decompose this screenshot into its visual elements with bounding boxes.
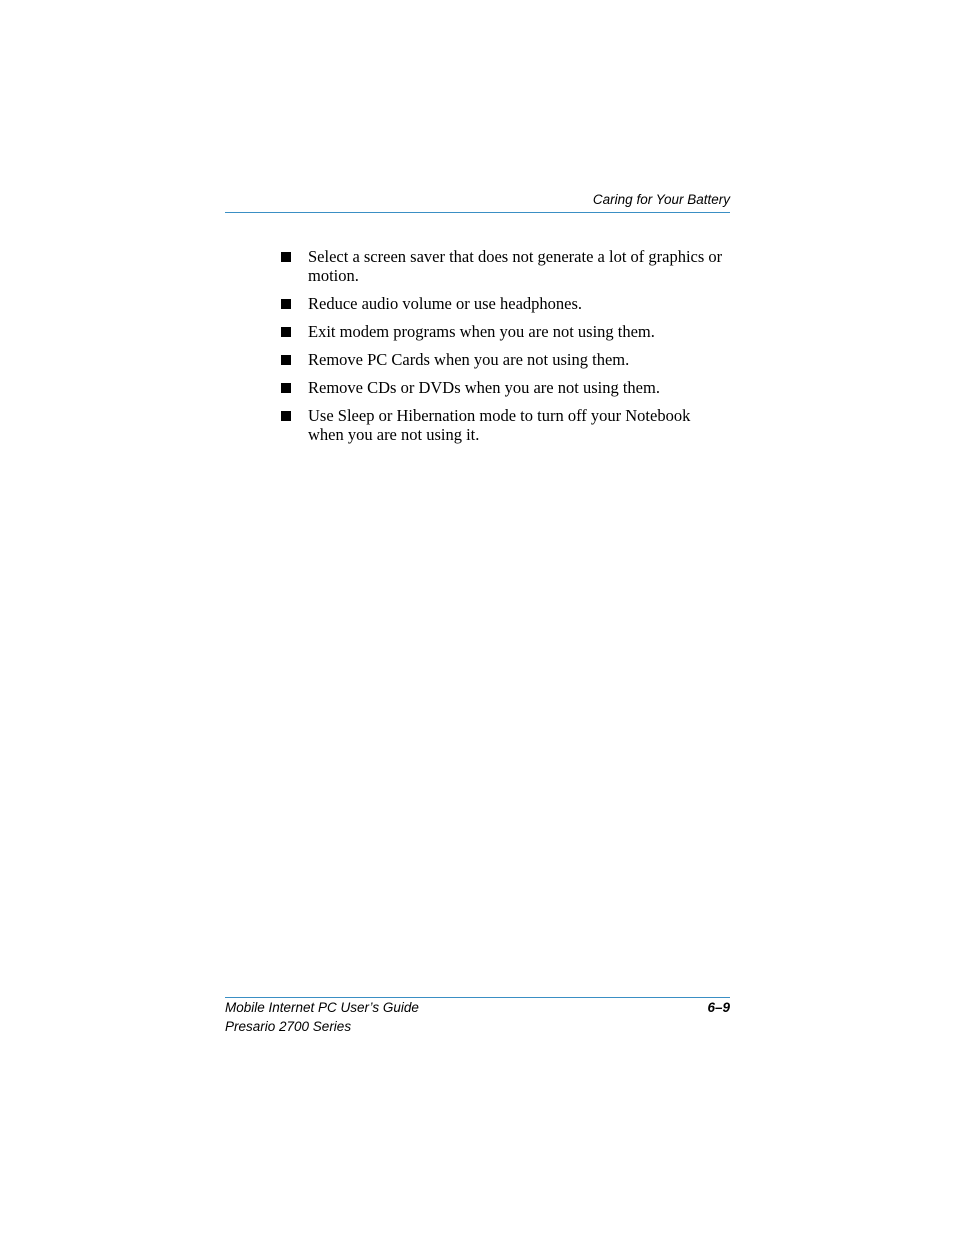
bullet-text: Reduce audio volume or use headphones. xyxy=(308,294,583,313)
square-bullet-icon xyxy=(280,378,308,397)
square-bullet-icon xyxy=(280,247,308,266)
series-name: Presario 2700 Series xyxy=(225,1019,352,1034)
bullet-text: Use Sleep or Hibernation mode to turn off your Notebook when you are not using it. xyxy=(308,406,691,444)
header-rule xyxy=(225,212,730,213)
bullet-text: Exit modem programs when you are not using them. xyxy=(308,322,655,341)
bullet-text: Remove PC Cards when you are not using them. xyxy=(308,350,630,369)
running-header: Caring for Your Battery xyxy=(592,192,730,207)
square-bullet-icon xyxy=(280,294,308,313)
list-item xyxy=(280,294,730,313)
square-bullet-icon xyxy=(280,406,308,425)
bullet-text: Select a screen saver that does not generate a lot of graphics or motion. xyxy=(308,247,723,285)
square-bullet-icon xyxy=(280,350,308,369)
list-item xyxy=(280,322,730,341)
page-number: 6–9 xyxy=(707,1000,730,1015)
list-item xyxy=(280,350,730,369)
bullet-list xyxy=(280,247,730,453)
list-item xyxy=(280,378,730,397)
footer-line-1 xyxy=(225,998,730,1017)
list-item xyxy=(280,247,730,285)
square-bullet-icon xyxy=(280,322,308,341)
footer-line-2 xyxy=(225,1017,730,1036)
guide-title: Mobile Internet PC User’s Guide xyxy=(225,1000,419,1015)
bullet-text: Remove CDs or DVDs when you are not using them. xyxy=(308,378,660,397)
page-footer xyxy=(225,998,730,1036)
list-item xyxy=(280,406,730,444)
